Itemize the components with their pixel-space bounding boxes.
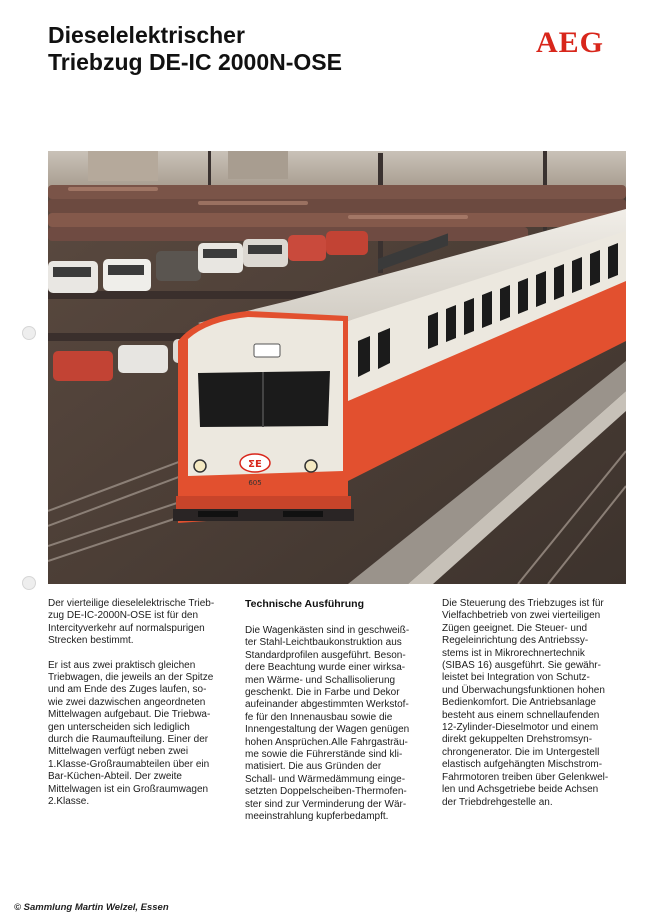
column-3-paragraph-1: Die Steuerung des Triebzuges ist für Vielfachbetrieb von zwei vierteiligen Zügen geeignet. Die Steuer- und Regeleinrichtung des Antriebssy- stems ist in Mikrorechnertechnik (SIBAS 16) ausgeführt. Sie gewähr- leistet bei Integration von Schutz- und Überwachungsfunktionen hohen Bedienkomfort. Die Antriebsanlage besteht aus einem schnellaufenden 12-Zylinder-Dieselmotor und einem direkt gekuppelten Drehstromsyn- chrongenerator. Die im Untergestell elastisch aufgehängten Mischstrom- Fahrmotoren treiben über Gelenkwel- len und Achsgetriebe beide Achsen der Triebdrehgestelle an. <box>442 598 609 808</box>
aeg-logo: AEG <box>536 26 605 59</box>
technical-heading: Technische Ausführung <box>245 598 365 610</box>
collection-credit: © Sammlung Martin Welzel, Essen <box>14 902 169 913</box>
train-photo <box>48 151 626 584</box>
text-column-2 <box>245 598 435 824</box>
column-1-paragraph-2: Er ist aus zwei praktisch gleichen Triebwagen, die jeweils an der Spitze und am Ende des Zuges laufen, so- wie zwei dazwischen angeordneten Mittelwagen aufgebaut. Die Triebwa- gen unterscheiden sich lediglich durch die Raumaufteilung. Einer der Mittelwagen verfügt neben zwei 1.Klasse-Großraumabteilen über ein Bar-Küchen-Abteil. Der zweite Mittelwagen ist ein Großraumwagen 2.Klasse. <box>48 659 214 808</box>
train-emblem: ΣΕ <box>248 459 262 470</box>
title-line-1: Dieselelektrischer <box>48 22 245 48</box>
page-title <box>48 22 342 76</box>
binder-hole-bottom <box>22 576 36 590</box>
train-number: 605 <box>248 479 262 487</box>
binder-hole-top <box>22 326 36 340</box>
text-column-1 <box>48 598 238 809</box>
text-column-3 <box>442 598 632 809</box>
title-line-2: Triebzug DE-IC 2000N-OSE <box>48 49 342 75</box>
column-2-paragraph-1: Die Wagenkästen sind in geschweiß- ter Stahl-Leichtbaukonstruktion aus Standardprofilen ausgeführt. Beson- dere Beachtung wurde einer wirksa- men Wärme- und Schallisolierung geschenkt. Die in Farbe und Dekor aufeinander abgestimmten Werkstof- fe für den Innenausbau sowie die Innengestaltung der Wagen genügen hohen Ansprüchen.Alle Fahrgasträu- me sowie die Führerstände sind kli- matisiert. Die aus Gründen der Schall- und Wärmedämmung einge- setzten Doppelscheiben-Thermofen- ster sind zur Verminderung der Wär- meeinstrahlung kupferbedampft. <box>245 625 410 823</box>
column-1-paragraph-1: Der vierteilige dieselelektrische Trieb- zug DE-IC-2000N-OSE ist für den Intercityverkehr auf normalspurigen Strecken bestimmt. <box>48 598 215 647</box>
